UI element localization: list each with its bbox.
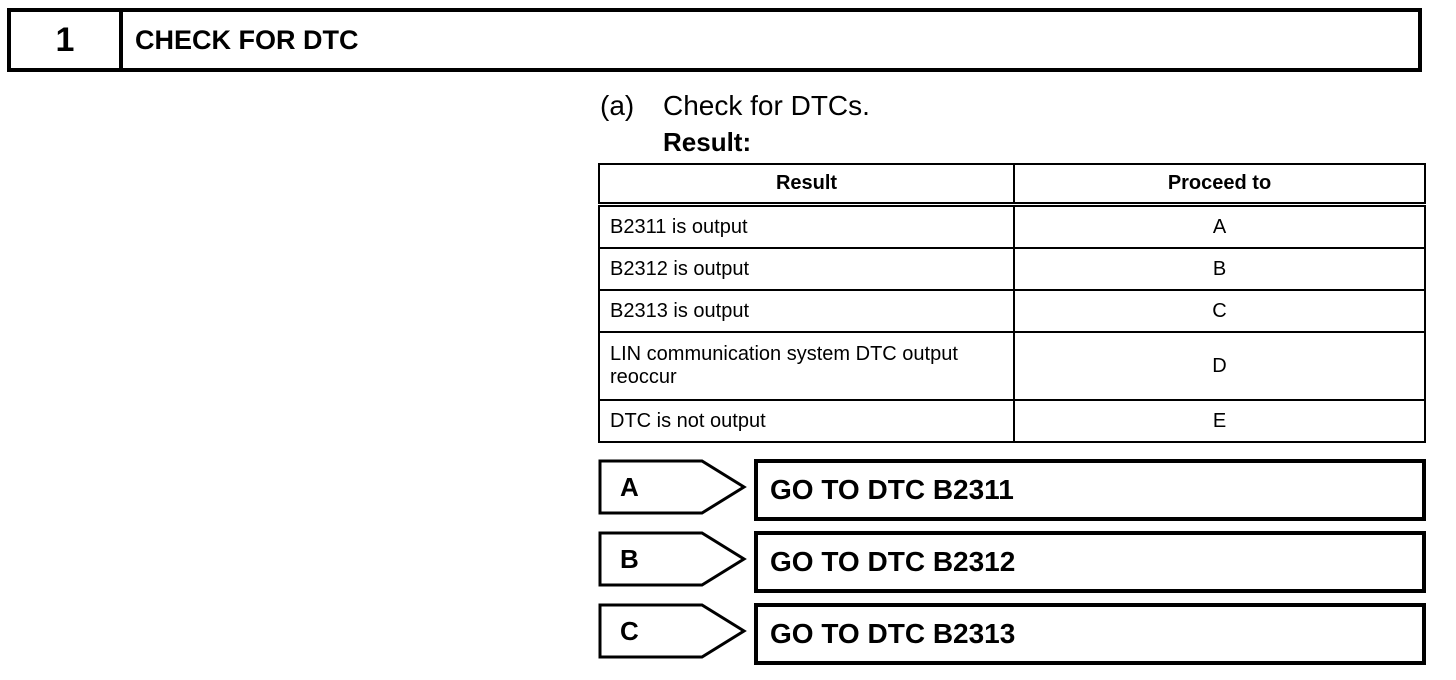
column-header-result: Result <box>599 164 1014 205</box>
branch-a <box>598 459 1428 523</box>
branch-letter: C <box>620 615 639 646</box>
branch-b <box>598 531 1428 595</box>
result-cell: B2313 is output <box>599 290 1014 332</box>
branch-letter: B <box>620 543 639 574</box>
proceed-cell: D <box>1014 332 1425 400</box>
proceed-cell: B <box>1014 248 1425 290</box>
substep-text: Check for DTCs. <box>663 90 870 121</box>
substep-label: (a) <box>600 90 635 121</box>
result-cell: DTC is not output <box>599 400 1014 442</box>
result-cell: B2312 is output <box>599 248 1014 290</box>
table-row <box>599 400 1425 442</box>
branch-letter: A <box>620 471 639 502</box>
result-cell: LIN communication system DTC output reoccur <box>599 332 1014 400</box>
proceed-cell: C <box>1014 290 1425 332</box>
branch-c <box>598 603 1428 667</box>
table-row <box>599 205 1425 249</box>
branch-action: GO TO DTC B2313 <box>754 603 1426 665</box>
column-header-proceed: Proceed to <box>1014 164 1425 205</box>
table-header-row <box>599 164 1425 205</box>
step-header <box>7 8 1422 72</box>
proceed-cell: A <box>1014 205 1425 249</box>
result-table <box>598 163 1426 443</box>
result-cell: B2311 is output <box>599 205 1014 249</box>
branch-action: GO TO DTC B2312 <box>754 531 1426 593</box>
branch-action: GO TO DTC B2311 <box>754 459 1426 521</box>
step-number: 1 <box>11 12 123 68</box>
step-title: CHECK FOR DTC <box>135 24 359 55</box>
table-row <box>599 248 1425 290</box>
proceed-cell: E <box>1014 400 1425 442</box>
table-row <box>599 290 1425 332</box>
table-row <box>599 332 1425 400</box>
result-heading: Result: <box>663 127 752 157</box>
